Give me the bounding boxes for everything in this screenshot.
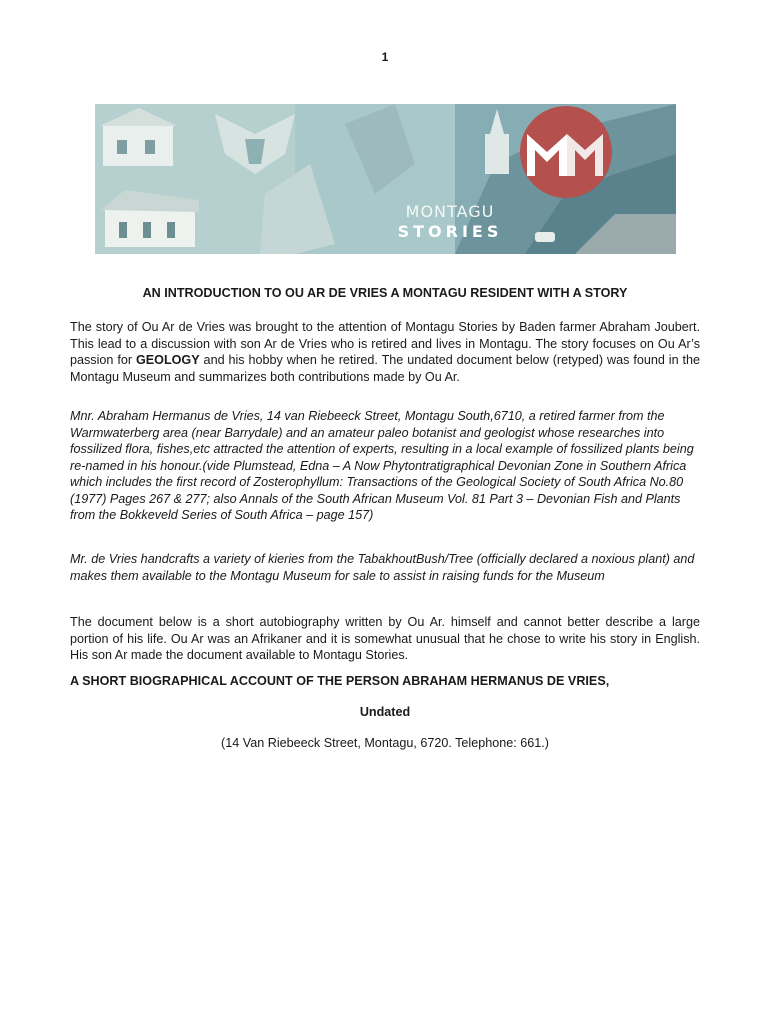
logo-text-stories: STORIES — [397, 222, 503, 241]
undated-label: Undated — [359, 705, 411, 719]
intro-paragraph — [70, 319, 700, 385]
intro-bold-geology: GEOLOGY — [135, 353, 200, 367]
autobiography-paragraph: The document below is a short autobiography written by Ou Ar. himself and cannot better describe a large portion of his life. Ou Ar was an Afrikaner and it is somewhat unusual that he chose to write his story in English. His son Ar made the document available to Montagu Stories. — [70, 615, 700, 662]
intro-text-end: and his hobby when he retired. The undated document below (retyped) was found in the Montagu Museum and summarizes both contributions made by Ou Ar. — [70, 353, 700, 384]
document-title: AN INTRODUCTION TO OU AR DE VRIES A MONTAGU RESIDENT WITH A STORY — [142, 286, 628, 300]
intro-text-start: The story of Ou Ar de Vries was brought to the attention of Montagu Stories by Baden farmer Abraham Joubert. This lead to a discussion with son Ar de Vries who is retired and lives in Montagu. The story focuses on Ou Ar’s passion for — [70, 320, 700, 367]
section-heading: A SHORT BIOGRAPHICAL ACCOUNT OF THE PERSON ABRAHAM HERMANUS DE VRIES, — [70, 674, 610, 688]
page-number: 1 — [381, 50, 389, 64]
italic-paragraph-kieries: Mr. de Vries handcrafts a variety of kieries from the TabakhoutBush/Tree (officially declared a noxious plant) and makes them available to the Montagu Museum for sale to assist in raising funds for the Museum — [70, 552, 695, 583]
address-line: (14 Van Riebeeck Street, Montagu, 6720. Telephone: 661.) — [221, 736, 549, 750]
logo-text-montagu: MONTAGU — [405, 202, 495, 221]
banner-collage-image — [95, 104, 676, 254]
montagu-stories-banner — [95, 104, 676, 254]
italic-paragraph-biography: Mnr. Abraham Hermanus de Vries, 14 van Riebeeck Street, Montagu South,6710, a retired farmer from the Warmwaterberg area (near Barrydale) and an amateur paleo botanist and geologist whose researches into fossilized flora, fishes,etc attracted the attention of experts, resulting in a local example of fossilized plants being re-named in his honour.(vide Plumstead, Edna – A Now Phytontratigraphical Devonian Zone in Southern Africa which includes the first record of Zosterophyllum: Transactions of the Geological Society of South Africa No.80 (1977) Pages 267 & 277; also Annals of the South African Museum Vol. 81 Part 3 – Devonian Fish and Plants from the Bokkeveld Series of South Africa – page 157) — [70, 409, 694, 522]
